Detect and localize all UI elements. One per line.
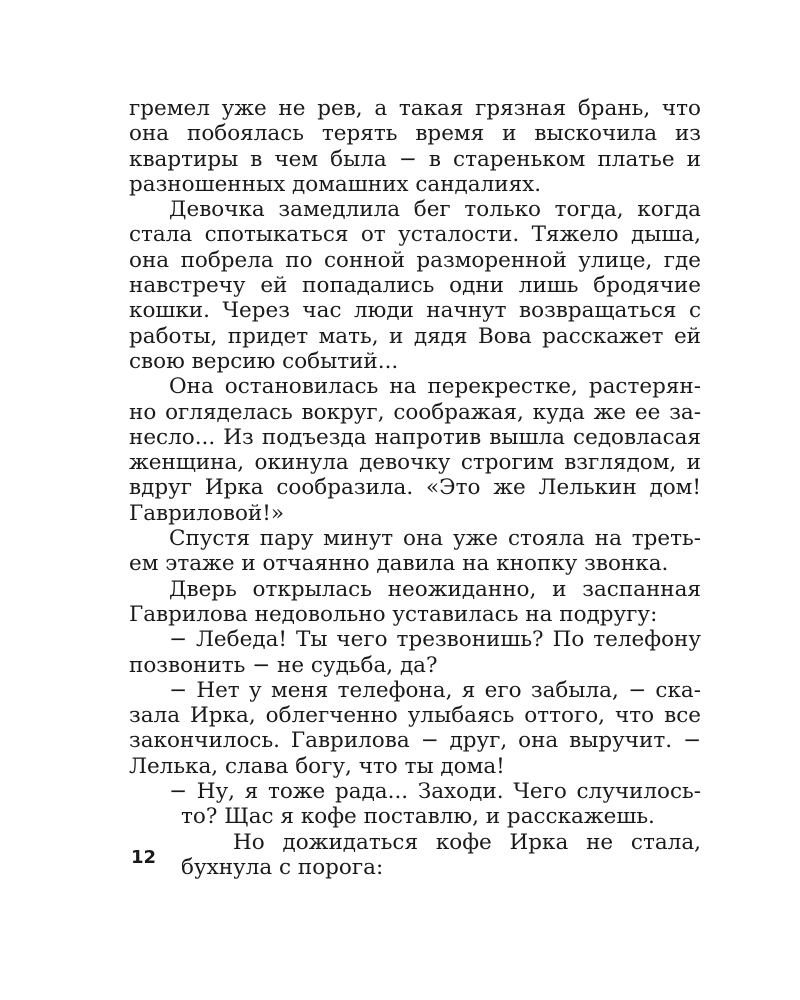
- page-number: 12: [131, 847, 157, 868]
- text-line: Гаврилова недовольно уставилась на подругу:: [129, 601, 658, 627]
- text-line: навстречу ей попадались одни лишь бродячие: [129, 273, 701, 299]
- text-line: бухнула с порога:: [181, 854, 384, 880]
- text-line: − Ну, я тоже рада... Заходи. Чего случилось-: [169, 779, 701, 805]
- text-line: несло... Из подъезда напротив вышла седовласая: [129, 424, 701, 450]
- text-line: квартиры в чем была − в стареньком платье и: [129, 146, 701, 172]
- text-line: она побоялась терять время и выскочила из: [129, 121, 701, 147]
- text-line: Но дожидаться кофе Ирка не стала,: [233, 829, 701, 855]
- text-line: ем этаже и отчаянно давила на кнопку звонка.: [129, 551, 669, 577]
- text-line: вдруг Ирка сообразила. «Это же Лелькин дом!: [129, 475, 701, 501]
- text-line: гремел уже не рев, а такая грязная брань, что: [129, 96, 701, 121]
- text-line: закончилось. Гаврилова − друг, она выручит. −: [129, 728, 701, 754]
- text-line: но огляделась вокруг, соображая, куда же ее за-: [129, 399, 701, 425]
- text-line: Спустя пару минут она уже стояла на треть-: [169, 526, 701, 552]
- text-line: кошки. Через час люди начнут возвращаться с: [129, 298, 701, 324]
- text-line: она побрела по сонной разморенной улице, где: [129, 247, 701, 273]
- body-text: [129, 96, 701, 880]
- text-line: женщина, окинула девочку строгим взглядом, и: [129, 450, 701, 476]
- text-line: работы, придет мать, и дядя Вова расскажет ей: [129, 323, 701, 349]
- text-line: Девочка замедлила бег только тогда, когда: [169, 197, 701, 223]
- text-line: Лелька, слава богу, что ты дома!: [129, 753, 505, 779]
- text-line: свою версию событий...: [129, 348, 399, 374]
- text-line: разношенных домашних сандалиях.: [129, 171, 542, 197]
- text-line: Гавриловой!»: [129, 500, 285, 526]
- text-line: стала спотыкаться от усталости. Тяжело дыша,: [129, 222, 701, 248]
- text-line: − Лебеда! Ты чего трезвонишь? По телефону: [169, 627, 701, 653]
- text-line: зала Ирка, облегченно улыбаясь оттого, что все: [129, 703, 701, 729]
- text-line: Она остановилась на перекрестке, растерян-: [169, 374, 701, 400]
- text-line: позвонить − не судьба, да?: [129, 652, 438, 678]
- text-line: то? Щас я кофе поставлю, и расскажешь.: [181, 804, 655, 830]
- text-line: − Нет у меня телефона, я его забыла, − ска-: [169, 677, 701, 703]
- text-line: Дверь открылась неожиданно, и заспанная: [169, 576, 701, 602]
